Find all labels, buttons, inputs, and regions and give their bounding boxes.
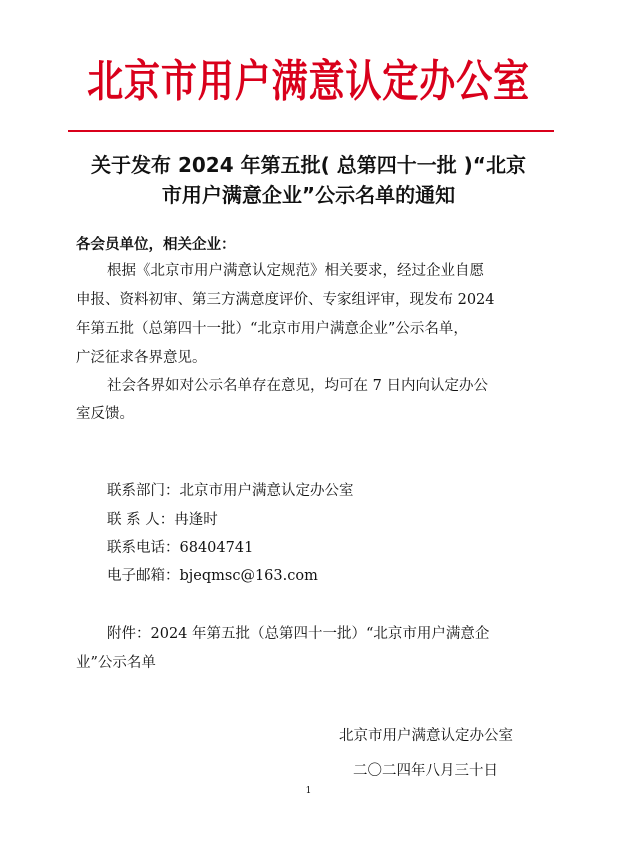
paragraph-1-line-4: 广泛征求各界意见。 — [76, 350, 207, 366]
attachment-line-2: 业”公示名单 — [76, 655, 156, 671]
contact-email: 电子邮箱：bjeqmsc@163.com — [107, 568, 318, 584]
contact-phone: 联系电话：68404741 — [107, 540, 254, 556]
title-line-2: 市用户满意企业”公示名单的通知 — [161, 183, 456, 207]
paragraph-1-line-2: 申报、资料初审、第三方满意度评价、专家组评审，现发布 2024 — [76, 292, 495, 308]
paragraph-2-line-1: 社会各界如对公示名单存在意见，均可在 7 日内向认定办公 — [107, 378, 488, 394]
signature-org: 北京市用户满意认定办公室 — [339, 728, 513, 744]
attachment-line-1: 附件：2024 年第五批（总第四十一批）“北京市用户满意企 — [107, 626, 490, 642]
signature-date: 二〇二四年八月三十日 — [353, 763, 498, 779]
contact-person: 联 系 人：冉逢时 — [107, 512, 218, 528]
title-line-1: 关于发布 2024 年第五批( 总第四十一批 )“北京 — [91, 153, 526, 177]
contact-department: 联系部门：北京市用户满意认定办公室 — [107, 483, 354, 499]
salutation: 各会员单位，相关企业： — [76, 237, 236, 253]
letterhead-divider — [68, 130, 554, 132]
document-title — [60, 150, 557, 210]
org-letterhead: 北京市用户满意认定办公室 — [87, 56, 530, 107]
paragraph-1-line-3: 年第五批（总第四十一批）“北京市用户满意企业”公示名单， — [76, 321, 468, 337]
paragraph-1-line-1: 根据《北京市用户满意认定规范》相关要求，经过企业自愿 — [107, 263, 484, 279]
paragraph-2-line-2: 室反馈。 — [76, 406, 134, 422]
page-number: 1 — [305, 786, 312, 796]
